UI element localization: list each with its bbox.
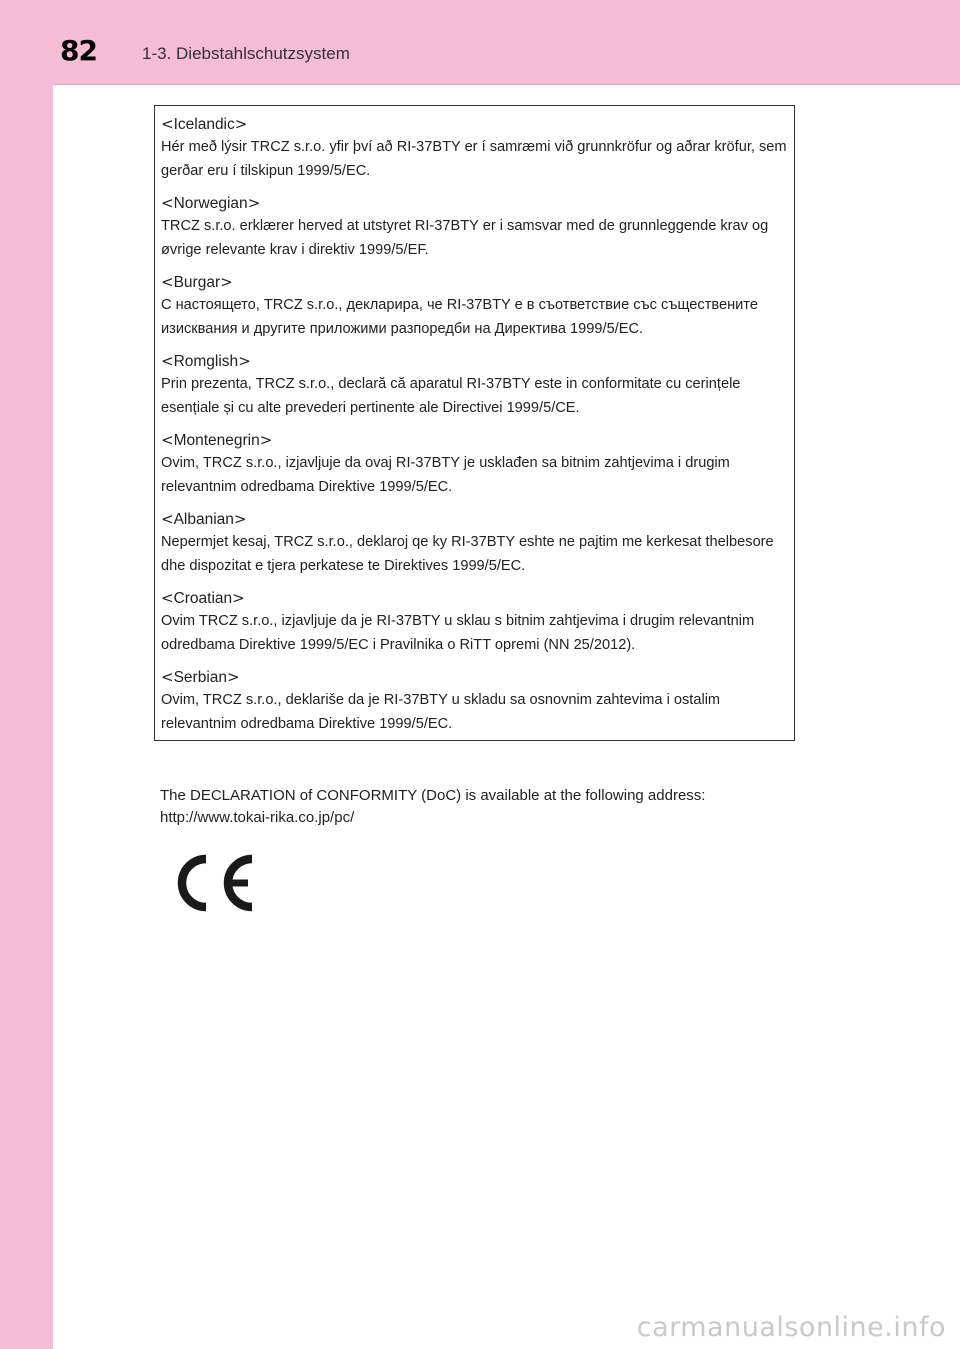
section-title: 1-3. Diebstahlschutzsystem: [142, 44, 350, 63]
declaration-serbian: [161, 667, 794, 736]
ce-mark-icon: [168, 852, 260, 919]
declaration-text: Ovim TRCZ s.r.o., izjavljuje da je RI-37BTY u sklau s bitnim zahtjevima i drugim relevantnim odredbama Direktive 1999/5/EC i Pravilnika o RiTT opremi (NN 25/2012).: [161, 613, 755, 653]
declaration-text: Ovim, TRCZ s.r.o., deklariše da je RI-37BTY u skladu sa osnovnim zahtevima i ostalim relevantnim odredbama Direktive 1999/5/EC.: [161, 692, 721, 732]
declaration-text: TRCZ s.r.o. erklærer herved at utstyret RI-37BTY er i samsvar med de grunnleggende krav og øvrige relevante krav i direktiv 1999/5/EF.: [161, 218, 769, 258]
declaration-bulgarian: [161, 272, 794, 341]
language-heading: <Montenegrin>: [161, 431, 273, 449]
doc-availability-note: [160, 785, 840, 829]
language-heading: <Croatian>: [161, 589, 245, 607]
watermark: carmanualsonline.info: [636, 1312, 946, 1343]
doc-url: http://www.tokai-rika.co.jp/pc/: [160, 809, 355, 826]
page-number: 82: [60, 34, 97, 67]
declaration-norwegian: [161, 193, 794, 262]
declaration-montenegrin: [161, 430, 794, 499]
declaration-text: С настоящето, TRCZ s.r.o., декларира, че RI-37BTY е в съответствие със съществените изисквания и другите приложими разпоредби на Директива 1999/5/EC.: [161, 297, 758, 337]
declaration-text: Nepermjet kesaj, TRCZ s.r.o., deklaroj qe ky RI-37BTY eshte ne pajtim me kerkesat thelbesore dhe dispozitat e tjera perkatese te Direktives 1999/5/EC.: [161, 534, 774, 574]
declarations-box: [154, 105, 795, 741]
page-header: [0, 0, 960, 84]
language-heading: <Romglish>: [161, 352, 251, 370]
language-heading: <Icelandic>: [161, 115, 248, 133]
doc-note-text: The DECLARATION of CONFORMITY (DoC) is available at the following address:: [160, 787, 706, 804]
language-heading: <Serbian>: [161, 668, 240, 686]
header-divider: [53, 84, 960, 85]
left-margin-band: [0, 0, 53, 1349]
language-heading: <Albanian>: [161, 510, 247, 528]
language-heading: <Norwegian>: [161, 194, 261, 212]
declaration-icelandic: [161, 114, 794, 183]
declaration-text: Hér með lýsir TRCZ s.r.o. yfir því að RI-37BTY er í samræmi við grunnkröfur og aðrar kröfur, sem gerðar eru í tilskipun 1999/5/EC.: [161, 139, 787, 179]
language-heading: <Burgar>: [161, 273, 233, 291]
declaration-albanian: [161, 509, 794, 578]
declaration-text: Ovim, TRCZ s.r.o., izjavljuje da ovaj RI-37BTY je usklađen sa bitnim zahtjevima i drugim relevantnim odredbama Direktive 1999/5/EC.: [161, 455, 730, 495]
declaration-romanian: [161, 351, 794, 420]
declaration-croatian: [161, 588, 794, 657]
declaration-text: Prin prezenta, TRCZ s.r.o., declară că aparatul RI-37BTY este in conformitate cu cerințele esențiale și cu alte prevederi pertinente ale Directivei 1999/5/CE.: [161, 376, 741, 416]
